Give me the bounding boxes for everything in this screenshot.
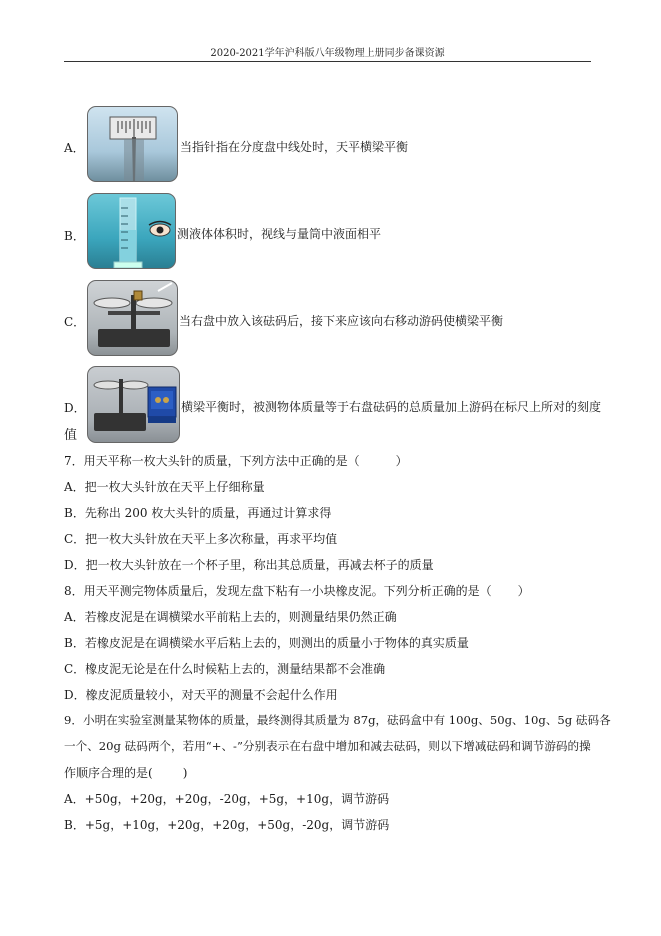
q7-option-a: A．把一枚大头针放在天平上仔细称量: [64, 480, 265, 494]
q7-option-c: C．把一枚大头针放在天平上多次称量，再求平均值: [64, 532, 338, 546]
balance-pointer-image: [87, 106, 178, 182]
q8-option-c: C．橡皮泥无论是在什么时候粘上去的，测量结果都不会准确: [64, 662, 386, 676]
option-d-text-cont: 值: [64, 428, 78, 443]
option-a-text: 当指针指在分度盘中线处时，天平横梁平衡: [180, 140, 409, 154]
balance-weight-image: [87, 280, 178, 356]
option-b-letter: B．: [64, 229, 85, 243]
q8-option-b: B．若橡皮泥是在调横梁水平后粘上去的，则测出的质量小于物体的真实质量: [64, 636, 469, 650]
q8-option-a: A．若橡皮泥是在调横梁水平前粘上去的，则测量结果仍然正确: [64, 610, 397, 624]
balance-weight-box-image: [87, 366, 180, 443]
option-d-letter: D．: [64, 401, 86, 415]
q8-stem: 8．用天平测完物体质量后，发现左盘下粘有一小块橡皮泥。下列分析正确的是（ ）: [64, 584, 530, 598]
header-rule: [64, 61, 591, 62]
option-c-letter: C．: [64, 315, 86, 329]
q8-option-d: D．橡皮泥质量较小，对天平的测量不会起什么作用: [64, 688, 338, 702]
q7-option-b: B．先称出 200 枚大头针的质量，再通过计算求得: [64, 506, 332, 520]
option-d-text: 横梁平衡时，被测物体质量等于右盘砝码的总质量加上游码在标尺上所对的刻度: [181, 400, 602, 414]
page-header: 2020-2021学年沪科版八年级物理上册同步备课资源: [210, 48, 445, 59]
q9-stem-line-1: 9．小明在实验室测量某物体的质量，最终测得其质量为 87g，砝码盒中有 100g、50g、10g、5g 砝码各: [64, 713, 611, 727]
option-a-letter: A．: [64, 141, 85, 155]
q7-option-d: D．把一枚大头针放在一个杯子里，称出其总质量，再减去杯子的质量: [64, 558, 434, 572]
q9-stem-line-2: 一个、20g 砝码两个，若用“+、-”分别表示在右盘中增加和减去砝码，则以下增减砝码和调节游码的操: [64, 739, 591, 753]
graduated-cylinder-eye-image: [87, 193, 176, 269]
option-b-text: 测液体体积时，视线与量筒中液面相平: [177, 227, 382, 241]
q9-option-a: A．+50g，+20g，+20g，-20g，+5g，+10g，调节游码: [64, 792, 390, 806]
q9-stem-line-3: 作顺序合理的是( ): [64, 766, 188, 780]
q7-stem: 7．用天平称一枚大头针的质量，下列方法中正确的是（ ）: [64, 454, 408, 468]
q9-option-b: B．+5g，+10g，+20g，+20g，+50g，-20g，调节游码: [64, 818, 390, 832]
option-c-text: 当右盘中放入该砝码后，接下来应该向右移动游码使横梁平衡: [179, 314, 504, 328]
